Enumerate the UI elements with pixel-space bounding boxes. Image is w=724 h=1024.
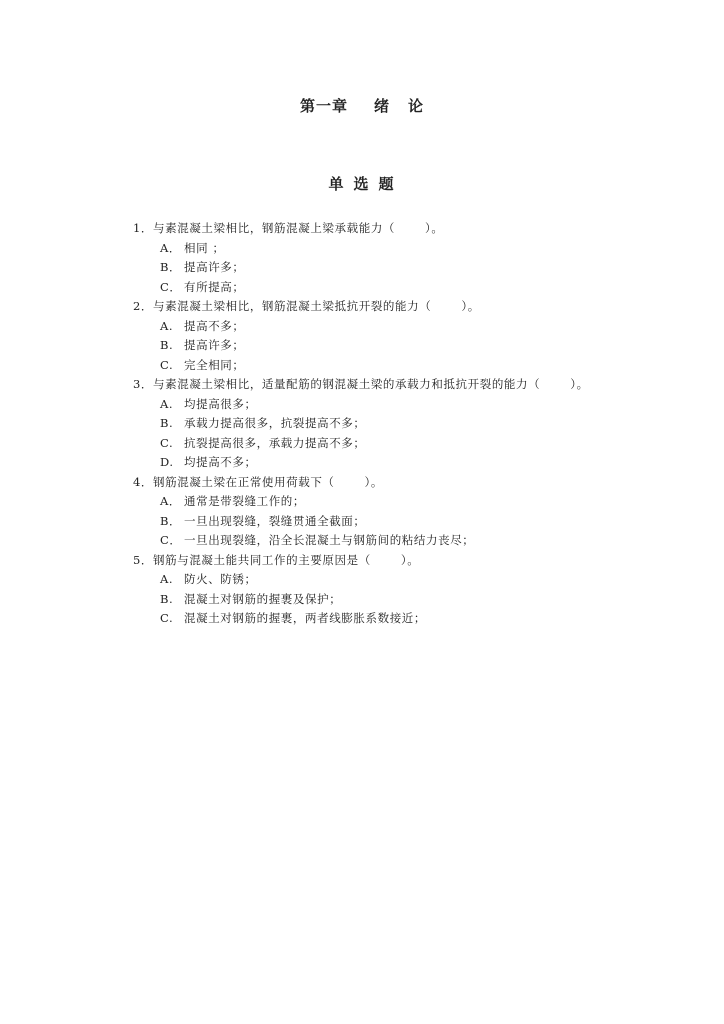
option-text: 均提高不多； <box>184 455 257 469</box>
option-text: 混凝土对钢筋的握裹及保护； <box>184 591 342 606</box>
option-c <box>133 531 693 551</box>
option-b <box>133 258 693 278</box>
question-tail: ）。 <box>364 474 383 489</box>
option-b <box>133 336 693 356</box>
question-tail: ）。 <box>425 221 444 235</box>
option-text: 提高不多； <box>184 318 245 333</box>
question-stem <box>133 297 693 317</box>
question-text: 与素混凝土梁相比，钢筋混凝上梁承载能力（ <box>153 221 396 235</box>
question-1 <box>133 219 693 297</box>
option-text: 一旦出现裂缝，裂缝贯通全截面； <box>184 513 366 528</box>
option-b <box>133 512 693 532</box>
question-text: 钢筋与混凝土能共同工作的主要原因是（ <box>153 552 371 567</box>
question-text: 钢筋混凝土梁在正常使用荷载下（ <box>153 474 335 489</box>
option-letter: B. <box>160 591 174 606</box>
option-letter: B． <box>160 513 182 528</box>
question-number: 5． <box>133 552 154 567</box>
option-a <box>133 317 693 337</box>
option-letter: B. <box>160 416 174 430</box>
chapter-title-char-2: 论 <box>408 97 425 115</box>
question-4 <box>133 473 693 551</box>
option-c <box>133 356 693 376</box>
option-letter: C. <box>160 611 174 625</box>
option-text: 均提高很多； <box>184 396 257 411</box>
option-letter: C． <box>160 533 182 547</box>
option-b <box>133 590 693 610</box>
chapter-title <box>0 96 724 116</box>
section-title: 单选题 <box>328 175 404 193</box>
chapter-title-char-1: 绪 <box>373 97 390 115</box>
question-number: 1． <box>133 221 154 235</box>
option-letter: A. <box>160 396 174 411</box>
option-a <box>133 395 693 415</box>
option-letter: D. <box>160 455 174 469</box>
option-letter: A． <box>160 240 182 255</box>
option-c <box>133 278 693 298</box>
option-text: 防火、防锈； <box>184 572 257 586</box>
option-letter: B． <box>160 260 182 274</box>
option-letter: B. <box>160 338 174 352</box>
option-text: 一旦出现裂缝，沿全长混凝土与钢筋间的粘结力丧尽； <box>184 533 475 547</box>
option-text: 通常是带裂缝工作的； <box>184 494 305 508</box>
option-text: 混凝土对钢筋的握裹，两者线膨胀系数接近； <box>184 611 426 625</box>
option-text: 有所提高； <box>184 279 245 294</box>
question-stem <box>133 219 693 239</box>
option-letter: A. <box>160 318 174 333</box>
option-text: 提高许多； <box>184 260 245 274</box>
question-5 <box>133 551 693 629</box>
option-letter: C． <box>160 279 182 294</box>
question-text: 与素混凝土梁相比，钢筋混凝土梁抵抗开裂的能力（ <box>153 299 432 313</box>
question-list <box>133 219 693 629</box>
question-tail: ）。 <box>461 299 480 313</box>
option-a <box>133 239 693 259</box>
question-tail: ）。 <box>570 377 589 391</box>
option-a <box>133 570 693 590</box>
option-letter: C. <box>160 435 174 450</box>
question-number: 4． <box>133 474 154 489</box>
question-stem <box>133 473 693 493</box>
option-c <box>133 609 693 629</box>
option-text: 完全相同； <box>184 357 245 372</box>
question-tail: ）。 <box>400 552 420 567</box>
option-letter: A. <box>160 572 174 586</box>
question-text: 与素混凝土梁相比，适量配筋的钢混凝土梁的承载力和抵抗开裂的能力（ <box>153 377 541 391</box>
question-2 <box>133 297 693 375</box>
option-text: 相同 ； <box>184 240 225 255</box>
option-letter: C. <box>160 357 174 372</box>
option-b <box>133 414 693 434</box>
question-stem <box>133 551 693 571</box>
option-a <box>133 492 693 512</box>
chapter-label: 第一章 <box>299 97 348 115</box>
question-3 <box>133 375 693 473</box>
option-text: 抗裂提高很多，承载力提高不多； <box>184 435 366 450</box>
option-c <box>133 434 693 454</box>
option-text: 提高许多； <box>184 338 245 352</box>
option-d <box>133 453 693 473</box>
option-letter: A． <box>160 494 182 508</box>
question-stem <box>133 375 693 395</box>
question-number: 2． <box>133 299 154 313</box>
option-text: 承载力提高很多，抗裂提高不多； <box>184 416 366 430</box>
question-number: 3． <box>133 377 154 391</box>
